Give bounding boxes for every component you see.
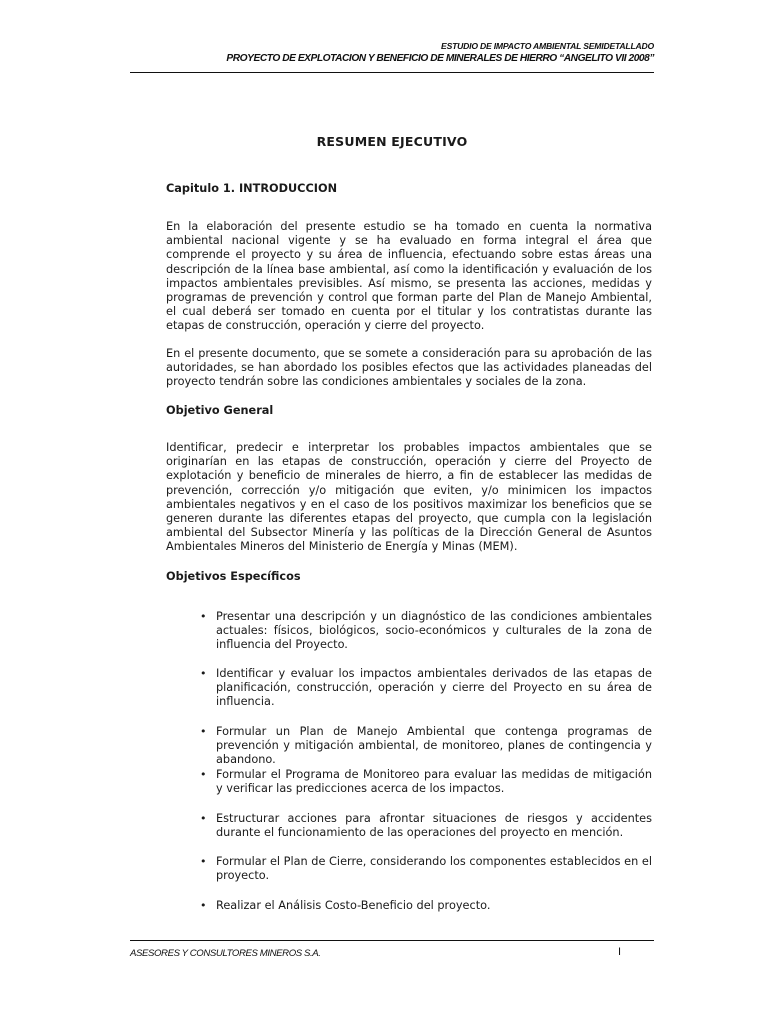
document-title: RESUMEN EJECUTIVO bbox=[316, 134, 468, 149]
list-item-text: Formular un Plan de Manejo Ambiental que contenga programas de prevención y mitigación ambiental, de monitoreo, planes de contingencia y abandono. bbox=[216, 725, 652, 767]
bullet-glyph: • bbox=[200, 725, 207, 738]
header-study-title: ESTUDIO DE IMPACTO AMBIENTAL SEMIDETALLADO bbox=[441, 41, 654, 51]
list-item bbox=[200, 899, 652, 913]
header-project-title: PROYECTO DE EXPLOTACION Y BENEFICIO DE MINERALES DE HIERRO “ANGELITO VII 2008” bbox=[226, 53, 654, 64]
bullet-glyph: • bbox=[200, 812, 207, 825]
chapter-heading: Capitulo 1. INTRODUCCION bbox=[166, 182, 338, 195]
list-item bbox=[200, 812, 652, 840]
page-header bbox=[130, 40, 654, 66]
header-divider bbox=[130, 72, 654, 73]
footer-company: ASESORES Y CONSULTORES MINEROS S.A. bbox=[130, 948, 321, 959]
general-objective-heading: Objetivo General bbox=[166, 404, 274, 417]
intro-paragraph-2: En el presente documento, que se somete a consideración para su aprobación de las autoridades, se han abordado los posibles efectos que las actividades planeadas del proyecto tendrán sobre las condiciones ambientales y sociales de la zona. bbox=[166, 347, 652, 389]
bullet-glyph: • bbox=[200, 899, 207, 912]
list-item-text: Formular el Plan de Cierre, considerando los componentes establecidos en el proyecto. bbox=[216, 855, 652, 883]
intro-paragraph-1: En la elaboración del presente estudio se ha tomado en cuenta la normativa ambiental nacional vigente y se ha evaluado en forma integral el área que comprende el proyecto y su área de influencia, efectuando sobre estas áreas una descripción de la línea base ambiental, así como la identificación y evaluación de los impactos ambientales previsibles. Así mismo, se presenta las acciones, medidas y programas de prevención y control que forman parte del Plan de Manejo Ambiental, el cual deberá ser tomado en cuenta por el titular y los contratistas durante las etapas de construcción, operación y cierre del proyecto. bbox=[166, 220, 652, 333]
list-item-text: Estructurar acciones para afrontar situaciones de riesgos y accidentes durante el funcionamiento de las operaciones del proyecto en mención. bbox=[216, 812, 652, 840]
list-item-text: Presentar una descripción y un diagnóstico de las condiciones ambientales actuales: físicos, biológicos, socio-económicos y culturales de la zona de influencia del Proyecto. bbox=[216, 610, 652, 652]
list-item bbox=[200, 610, 652, 653]
footer-divider bbox=[130, 940, 654, 941]
bullet-glyph: • bbox=[200, 768, 207, 781]
general-objective-text: Identificar, predecir e interpretar los probables impactos ambientales que se originarían en las etapas de construcción, operación y cierre del Proyecto de explotación y beneficio de minerales de hierro, a fin de establecer las medidas de prevención, corrección y/o mitigación que eviten, y/o minimicen los impactos ambientales negativos y en el caso de los positivos maximizar los beneficios que se generen durante las diferentes etapas del proyecto, que cumpla con la legislación ambiental del Subsector Minería y las políticas de la Dirección General de Asuntos Ambientales Mineros del Ministerio de Energía y Minas (MEM). bbox=[166, 441, 652, 554]
bullet-glyph: • bbox=[200, 667, 207, 680]
list-item-text: Formular el Programa de Monitoreo para evaluar las medidas de mitigación y verificar las predicciones acerca de los impactos. bbox=[216, 768, 652, 796]
bullet-glyph: • bbox=[200, 855, 207, 868]
bullet-glyph: • bbox=[200, 610, 207, 623]
specific-objectives-heading: Objetivos Específicos bbox=[166, 570, 301, 583]
list-item-text: Realizar el Análisis Costo-Beneficio del proyecto. bbox=[216, 899, 491, 912]
list-item bbox=[200, 667, 652, 710]
list-item bbox=[200, 725, 652, 768]
list-item-text: Identificar y evaluar los impactos ambientales derivados de las etapas de planificación, construcción, operación y cierre del Proyecto en su área de influencia. bbox=[216, 667, 652, 709]
list-item bbox=[200, 855, 652, 883]
page-number: I bbox=[618, 946, 622, 958]
list-item bbox=[200, 768, 652, 796]
